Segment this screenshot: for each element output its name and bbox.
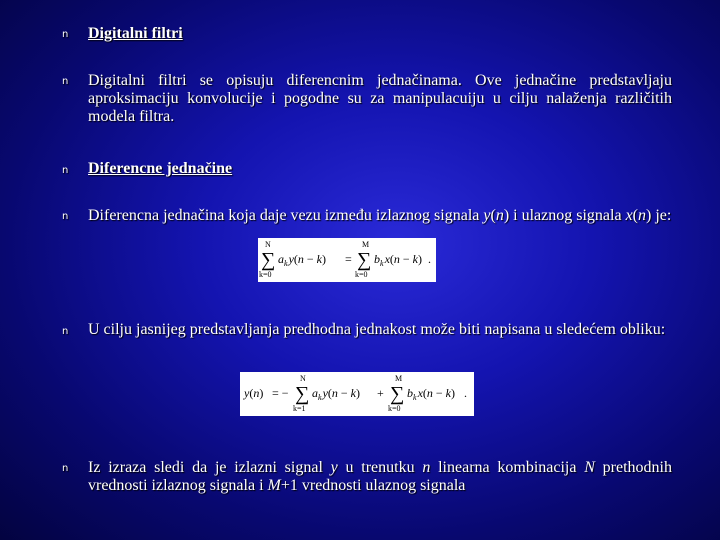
sum1-lower-limit: k=1	[293, 404, 306, 413]
paragraph-difference-equation: Diferencna jednačina koja daje vezu između izlaznog signala y(n) i ulaznog signala x(n) je:	[88, 207, 672, 224]
sum2-sigma: ∑	[390, 383, 405, 405]
equals-minus: = −	[272, 386, 289, 400]
sum1-sigma: ∑	[295, 383, 310, 405]
formula-2-svg	[240, 372, 474, 416]
bullet-icon: n	[62, 326, 69, 337]
formula-end-dot: .	[464, 386, 467, 400]
paragraph-conclusion: Iz izraza sledi da je izlazni signal y u trenutku n linearna kombinacija N prethodnih vrednosti izlaznog signala i M+1 vrednosti ulaznog signala	[88, 459, 672, 494]
formula-end-dot: .	[428, 252, 431, 266]
heading-diferencne-jednacine: Diferencne jednačine	[88, 160, 233, 177]
bullet-icon: n	[62, 76, 69, 87]
sum2-upper-limit: M	[362, 240, 370, 249]
bullet-icon: n	[62, 29, 69, 40]
formula-1-svg	[258, 238, 436, 282]
sum1-term: $a_ky(n - k)$	[312, 386, 360, 402]
sum1-upper-limit: N	[265, 240, 271, 249]
formula-difference-equation	[258, 238, 436, 282]
sum2-lower-limit: k=0	[355, 270, 368, 279]
sum1-sigma: ∑	[261, 249, 276, 271]
sum2-sigma: ∑	[357, 249, 372, 271]
heading-digitalni-filtri: Digitalni filtri	[88, 25, 183, 42]
bullet-icon: n	[62, 211, 69, 222]
plus-sign: +	[377, 386, 384, 400]
sum1-term: $a_ky(n - k)$	[278, 252, 326, 268]
sum2-term: $b_kx(n - k)$	[407, 386, 455, 402]
bullet-icon: n	[62, 463, 69, 474]
bullet-icon: n	[62, 165, 69, 176]
paragraph-rewrite: U cilju jasnijeg predstavljanja predhodna jednakost može biti napisana u sledećem obliku:	[88, 321, 666, 338]
lhs-term: y(n)	[244, 386, 264, 400]
sum2-upper-limit: M	[395, 374, 403, 383]
sum2-lower-limit: k=0	[388, 404, 401, 413]
formula-recursive-form	[240, 372, 474, 416]
sum1-lower-limit: k=0	[259, 270, 272, 279]
sum1-upper-limit: N	[300, 374, 306, 383]
sum2-term: $b_kx(n - k)$	[374, 252, 422, 268]
equals-sign: =	[345, 252, 352, 266]
paragraph-intro: Digitalni filtri se opisuju diferencnim jednačinama. Ove jednačine predstavljaju aproksimaciju konvolucije i pogodne su za manipulacuiju u cilju nalaženja različitih modela filtra.	[88, 72, 672, 125]
